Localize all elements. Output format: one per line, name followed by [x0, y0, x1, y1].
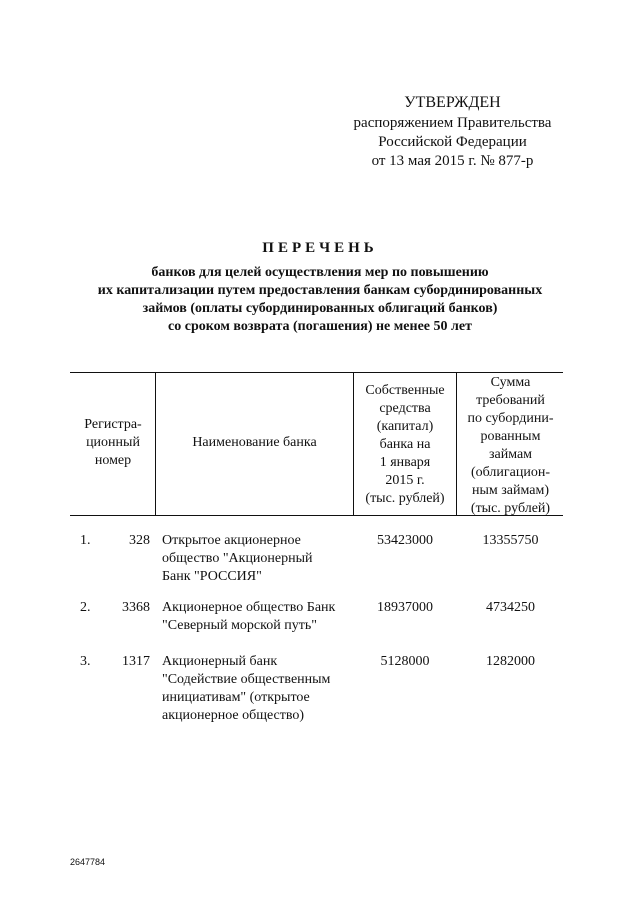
row-1-name: Открытое акционерное общество "Акционерный Банк "РОССИЯ" [162, 533, 313, 584]
subtitle-line-2: их капитализации путем предоставления банкам субординированных [97, 283, 543, 298]
row-3-reg: 1317 [122, 654, 150, 669]
row-2-claims: 4734250 [486, 600, 535, 615]
document-subtitle [50, 264, 590, 336]
document-code: 2647784 [70, 857, 106, 867]
approval-title: УТВЕРЖДЕН [404, 94, 501, 111]
subtitle-line-3: займов (оплаты субординированных облигаций банков) [142, 301, 498, 316]
row-3-claims: 1282000 [486, 654, 535, 669]
row-2-name: Акционерное общество Банк "Северный морской путь" [162, 600, 336, 633]
subtitle-line-4: со сроком возврата (погашения) не менее 50 лет [168, 319, 472, 334]
approval-line-3: от 13 мая 2015 г. № 877-р [371, 153, 534, 169]
header-reg-number: Регистра- ционный номер [84, 417, 142, 468]
row-1-capital: 53423000 [377, 533, 433, 548]
approval-block [340, 93, 565, 171]
column-divider-3 [456, 372, 457, 515]
approval-line-2: Российской Федерации [378, 134, 527, 150]
row-1-reg: 328 [129, 533, 150, 548]
row-2-number: 2. [80, 600, 91, 615]
row-2-capital: 18937000 [377, 600, 433, 615]
row-2-reg: 3368 [122, 600, 150, 615]
column-divider-1 [155, 372, 156, 515]
row-1-number: 1. [80, 533, 91, 548]
row-3-capital: 5128000 [380, 654, 430, 669]
row-3-name: Акционерный банк "Содействие общественным инициативам" (открытое акционерное общество) [162, 654, 331, 723]
column-divider-2 [353, 372, 354, 515]
header-bank-name: Наименование банка [192, 435, 317, 450]
document-heading: ПЕРЕЧЕНЬ [262, 240, 378, 256]
approval-line-1: распоряжением Правительства [353, 115, 552, 131]
header-claims: Сумма требований по субордини- рованным займам (облигацион- ным займам) (тыс. рублей) [467, 375, 554, 516]
row-3-number: 3. [80, 654, 91, 669]
table-top-rule [70, 372, 563, 373]
header-capital: Собственные средства (капитал) банка на 1 января 2015 г. (тыс. рублей) [365, 383, 445, 506]
row-1-claims: 13355750 [482, 533, 539, 548]
subtitle-line-1: банков для целей осуществления мер по повышению [151, 265, 489, 280]
